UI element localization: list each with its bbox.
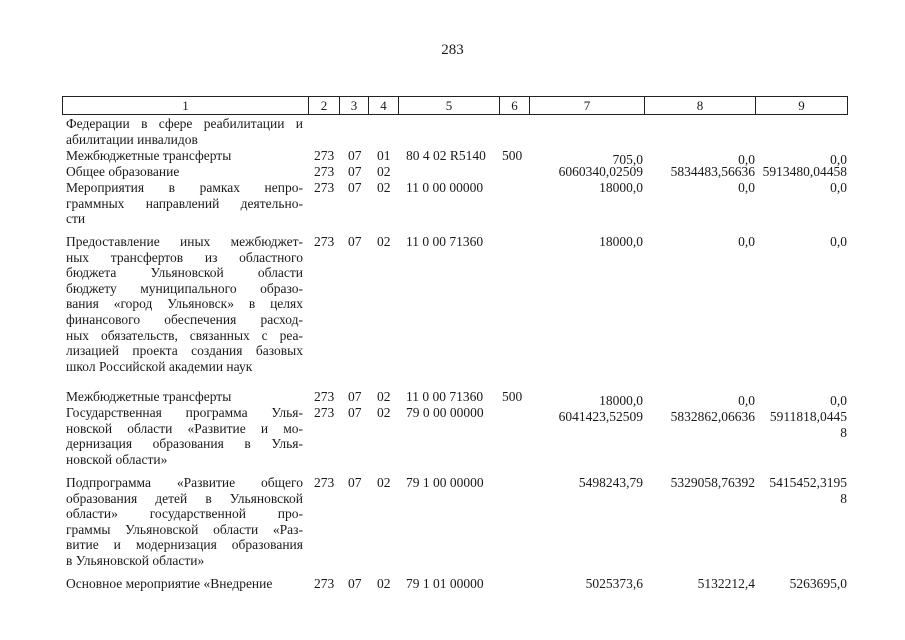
row-name-line: витие и модернизация образования [66, 537, 303, 553]
cell-c4: 02 [377, 234, 391, 249]
cell-c9-line: 8 [840, 424, 847, 440]
cell-c2: 273 [314, 475, 335, 490]
row-name-line: ных трансфертов из областного [66, 249, 303, 265]
cell-c2: 273 [314, 148, 335, 163]
header-col-4: 4 [368, 97, 398, 114]
cell-c9 [757, 475, 847, 506]
cell-c9-line: 5415452,3195 [769, 475, 847, 490]
cell-c2: 273 [314, 164, 335, 179]
row-name-line: граммы Ульяновской области «Раз- [66, 521, 303, 537]
cell-c3: 07 [348, 148, 362, 163]
cell-c5: 11 0 00 71360 [406, 389, 484, 404]
header-col-8: 8 [644, 97, 755, 114]
row-name [66, 389, 303, 405]
row-name-line: Подпрограмма «Развитие общего [66, 475, 303, 490]
cell-c5: 11 0 00 71360 [406, 234, 484, 249]
cell-c9-line: 8 [840, 490, 847, 506]
row-name [66, 576, 303, 592]
row-name-line: вания «город Ульяновск» в целях [66, 296, 303, 312]
cell-c7: 5498243,79 [578, 475, 643, 490]
row-name [66, 180, 303, 227]
cell-c7: 6060340,02509 [558, 164, 643, 179]
cell-c4: 02 [377, 180, 391, 195]
row-name-line: дернизация образования в Улья- [66, 436, 303, 452]
row-name [66, 164, 303, 180]
cell-c9 [757, 576, 847, 592]
row-name-line: бюджета Ульяновской области [66, 265, 303, 281]
header-col-6: 6 [499, 97, 529, 114]
row-name-line: образования детей в Ульяновской [66, 490, 303, 506]
cell-c7: 18000,0 [599, 234, 643, 249]
row-name-line: бюджету муниципального образо- [66, 280, 303, 296]
header-col-9: 9 [755, 97, 847, 114]
cell-c9-line: 5911818,0445 [769, 409, 847, 424]
cell-c9 [757, 234, 847, 250]
cell-c2: 273 [314, 234, 335, 249]
page-number: 283 [441, 42, 464, 58]
row-name-line: абилитации инвалидов [66, 131, 198, 147]
cell-c9-line: 5263695,0 [789, 576, 847, 591]
cell-c4: 02 [377, 389, 391, 404]
cell-c4: 01 [377, 148, 391, 163]
cell-c7: 5025373,6 [585, 576, 643, 591]
row-name [66, 148, 303, 164]
cell-c9 [757, 409, 847, 440]
cell-c4: 02 [377, 475, 391, 490]
row-name-line: Предоставление иных межбюджет- [66, 234, 303, 249]
row-name-line: Мероприятия в рамках непро- [66, 180, 303, 195]
cell-c7: 18000,0 [599, 393, 643, 408]
cell-c5: 79 1 01 00000 [406, 576, 484, 591]
cell-c8: 5132212,4 [697, 576, 755, 591]
row-name-line: Межбюджетные трансферты [66, 148, 232, 163]
cell-c8: 5329058,76392 [670, 475, 755, 490]
row-name-line: новской области «Развитие и мо- [66, 420, 303, 436]
cell-c9 [757, 393, 847, 409]
table-header-row [62, 96, 848, 115]
header-col-1: 1 [182, 98, 189, 113]
header-col-7: 7 [529, 97, 644, 114]
row-name-line: в Ульяновской области» [66, 552, 205, 568]
cell-c3: 07 [348, 234, 362, 249]
row-name-line: граммных направлений деятельно- [66, 195, 303, 211]
cell-c3: 07 [348, 405, 362, 420]
row-name-line: области» государственной про- [66, 506, 303, 522]
header-col-2: 2 [308, 97, 339, 114]
cell-c8: 0,0 [738, 234, 755, 249]
cell-c7: 18000,0 [599, 180, 643, 195]
cell-c8: 0,0 [738, 152, 755, 167]
header-col-3: 3 [339, 97, 368, 114]
cell-c7: 705,0 [612, 152, 643, 167]
row-name-line: школ Российской академии наук [66, 358, 253, 374]
cell-c6: 500 [502, 148, 523, 163]
cell-c8: 0,0 [738, 393, 755, 408]
cell-c3: 07 [348, 180, 362, 195]
cell-c2: 273 [314, 405, 335, 420]
row-name-line: новской области» [66, 451, 168, 467]
cell-c9-line: 0,0 [830, 234, 847, 249]
row-name-line: лизацией проекта создания базовых [66, 343, 303, 359]
cell-c3: 07 [348, 576, 362, 591]
row-name [66, 405, 303, 467]
row-name-line: Основное мероприятие «Внедрение [66, 576, 273, 591]
cell-c4: 02 [377, 405, 391, 420]
row-name-line: Межбюджетные трансферты [66, 389, 232, 404]
row-name [66, 116, 303, 147]
cell-c2: 273 [314, 576, 335, 591]
cell-c9-line: 0,0 [830, 393, 847, 408]
row-name-line: Федерации в сфере реабилитации и [66, 116, 303, 131]
row-name [66, 234, 303, 374]
cell-c8: 5832862,06636 [670, 409, 755, 424]
cell-c3: 07 [348, 164, 362, 179]
cell-c4: 02 [377, 164, 391, 179]
cell-c2: 273 [314, 389, 335, 404]
header-col-5: 5 [398, 97, 499, 114]
row-name-line: финансового обеспечения расход- [66, 311, 303, 327]
row-name-line: сти [66, 211, 86, 227]
cell-c5: 11 0 00 00000 [406, 180, 484, 195]
cell-c8: 0,0 [738, 180, 755, 195]
cell-c5: 79 0 00 00000 [406, 405, 484, 420]
cell-c8: 5834483,56636 [670, 164, 755, 179]
cell-c4: 02 [377, 576, 391, 591]
cell-c9 [757, 180, 847, 196]
cell-c9-line: 0,0 [830, 152, 847, 167]
cell-c9-line: 5913480,04458 [762, 164, 847, 179]
row-name-line: ных обязательств, связанных с реа- [66, 327, 303, 343]
cell-c5: 79 1 00 00000 [406, 475, 484, 490]
cell-c9-line: 0,0 [830, 180, 847, 195]
cell-c5: 80 4 02 R5140 [406, 148, 486, 163]
row-name-line: Общее образование [66, 164, 180, 179]
cell-c2: 273 [314, 180, 335, 195]
row-name-line: Государственная программа Улья- [66, 405, 303, 420]
cell-c3: 07 [348, 475, 362, 490]
cell-c3: 07 [348, 389, 362, 404]
cell-c6: 500 [502, 389, 523, 404]
cell-c7: 6041423,52509 [558, 409, 643, 424]
row-name [66, 475, 303, 569]
cell-c9 [757, 164, 847, 180]
